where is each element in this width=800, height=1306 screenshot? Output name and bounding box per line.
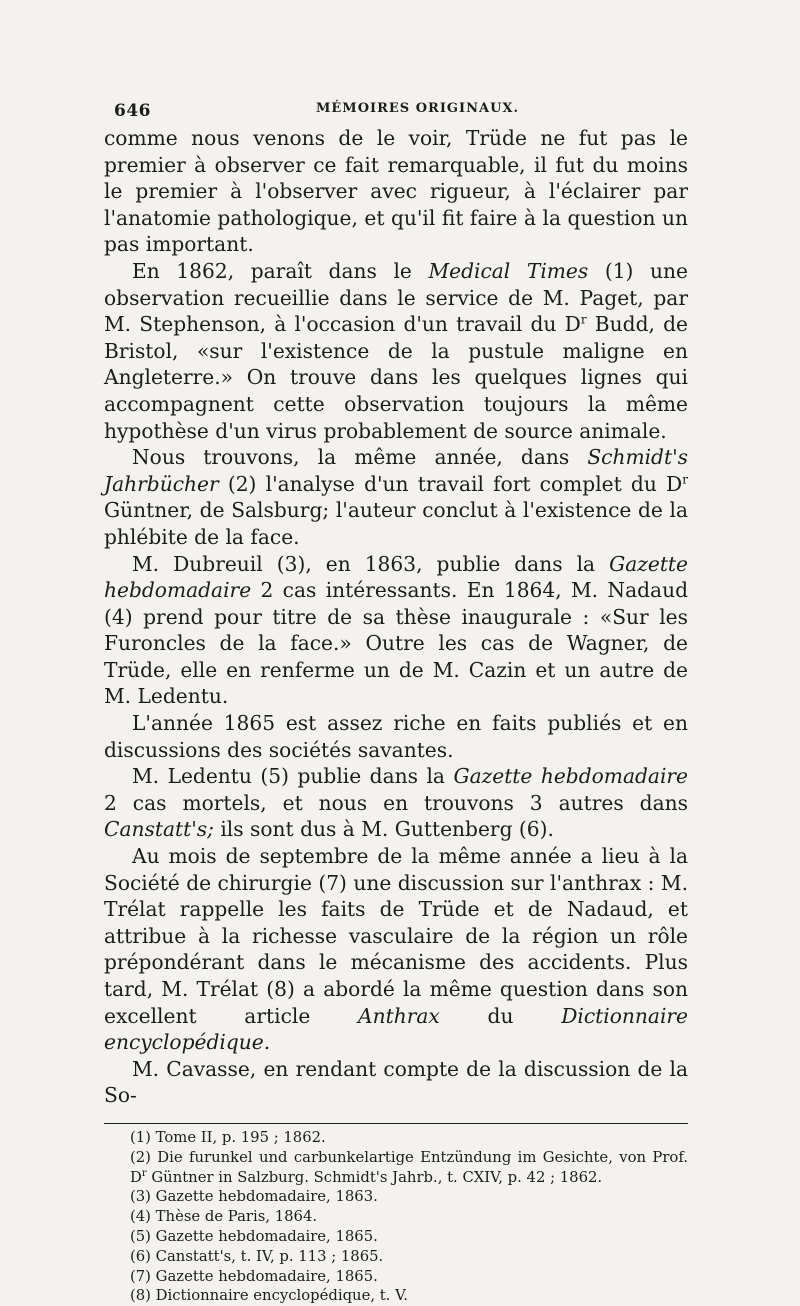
text-run: 2 cas intéressants. En 1864, M. Nadaud (4) prend pour titre de sa thèse inaugurale : «Sur les Furoncles de la face.» Outre les cas de Wagner, de Trüde, elle en renferme un de M. Cazin et un autre de M. Ledentu. xyxy=(104,578,688,709)
text-run: M. Dubreuil (3), en 1863, publie dans la xyxy=(132,551,610,576)
text-run: (1) une observation recueillie dans le service de M. Paget, par M. Stephenson, à l'occasion d'un travail du D xyxy=(104,258,688,337)
page-header xyxy=(104,95,688,125)
italic-text: Gazette hebdomadaire xyxy=(453,764,688,789)
text-run: ils sont dus à M. Guttenberg (6). xyxy=(213,817,554,842)
text-run: Au mois de septembre de la même année a lieu à la Société de chirurgie (7) une discussion sur l'anthrax : M. Trélat rappelle les faits de Trüde et de Nadaud, et attribue à la richesse vasculaire de la région un rôle prépondérant dans le mécanisme des accidents. Plus tard, M. Trélat (8) a abordé la même question dans son excellent article xyxy=(104,844,688,1028)
paragraph xyxy=(104,1056,688,1109)
text-run: M. Cavasse, en rendant compte de la discussion de la So- xyxy=(104,1056,688,1108)
text-run: (7) Gazette hebdomadaire, 1865. xyxy=(130,1267,378,1285)
text-run: M. Ledentu (5) publie dans la xyxy=(132,764,454,789)
body-text xyxy=(104,125,688,1109)
footnotes xyxy=(104,1128,688,1306)
italic-text: Medical Times xyxy=(428,258,589,283)
page xyxy=(104,95,688,1306)
paragraph xyxy=(104,551,688,711)
footnote xyxy=(104,1187,688,1207)
superscript: r xyxy=(141,1167,147,1179)
text-run: (8) Dictionnaire encyclopédique, t. V. xyxy=(130,1287,408,1305)
text-run: (3) Gazette hebdomadaire, 1863. xyxy=(130,1188,378,1206)
text-run: du xyxy=(439,1003,562,1028)
paragraph xyxy=(104,710,688,763)
text-run: comme nous venons de le voir, Trüde ne fut pas le premier à observer ce fait remarquable, il fut du moins le premier à l'observer avec rigueur, à l'éclairer par l'anatomie pathologique, et qu'il fit faire à la question un pas important. xyxy=(104,126,688,257)
text-run: (2) Die furunkel und carbunkelartige Entzündung im Gesichte, von Prof. D xyxy=(130,1148,688,1186)
italic-text: Gazette hebdomadaire xyxy=(104,551,688,603)
superscript: r xyxy=(580,312,587,327)
running-head: MÉMOIRES ORIGINAUX. xyxy=(316,101,520,116)
text-run: Nous trouvons, la même année, dans xyxy=(132,445,588,470)
text-run: (6) Canstatt's, t. IV, p. 113 ; 1865. xyxy=(130,1247,384,1265)
text-run: L'année 1865 est assez riche en faits publiés et en discussions des sociétés savantes. xyxy=(104,711,688,762)
text-run: En 1862, paraît dans le xyxy=(132,258,429,283)
text-run: Güntner in Salzburg. Schmidt's Jahrb., t. CXIV, p. 42 ; 1862. xyxy=(146,1168,603,1186)
paragraph xyxy=(104,258,688,444)
italic-text: Anthrax xyxy=(358,1003,440,1028)
italic-text: Dictionnaire encyclopédique. xyxy=(104,1003,688,1055)
footnote xyxy=(104,1148,688,1188)
text-run: 2 cas mortels, et nous en trouvons 3 autres dans xyxy=(104,790,688,815)
text-run: (2) l'analyse d'un travail fort complet du D xyxy=(218,471,683,496)
text-run: Güntner, de Salsburg; l'auteur conclut à l'existence de la phlébite de la face. xyxy=(104,498,688,549)
text-run: Budd, de Bristol, «sur l'existence de la pustule maligne en Angleterre.» On trouve dans les quelques lignes qui accompagnent cette observation toujours la même hypothèse d'un virus probablement de source animale. xyxy=(104,312,688,443)
page-number: 646 xyxy=(114,101,151,121)
italic-text: Canstatt's; xyxy=(104,817,214,842)
text-run: (1) Tome II, p. 195 ; 1862. xyxy=(130,1128,326,1146)
text-run: (5) Gazette hebdomadaire, 1865. xyxy=(130,1227,378,1245)
footnote xyxy=(104,1227,688,1247)
paragraph xyxy=(104,444,688,550)
paragraph xyxy=(104,843,688,1056)
footnote-rule xyxy=(104,1123,688,1124)
footnote xyxy=(104,1286,688,1306)
footnote xyxy=(104,1247,688,1267)
italic-text: Schmidt's Jahrbücher xyxy=(104,445,688,496)
superscript: r xyxy=(682,471,688,486)
text-run: (4) Thèse de Paris, 1864. xyxy=(130,1208,318,1226)
paragraph xyxy=(104,763,688,843)
footnote xyxy=(104,1207,688,1227)
footnote xyxy=(104,1267,688,1287)
paragraph xyxy=(104,125,688,258)
footnote xyxy=(104,1128,688,1148)
